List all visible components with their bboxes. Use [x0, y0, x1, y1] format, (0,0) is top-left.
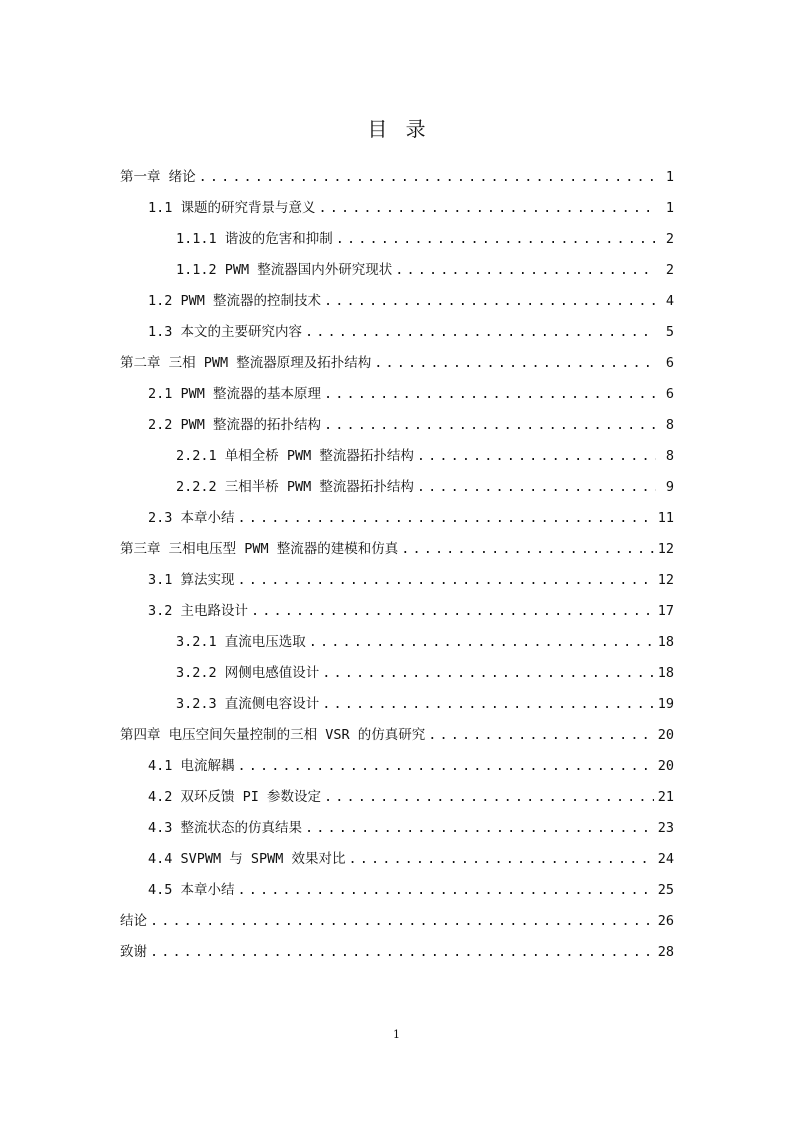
toc-entry-label: 2.1 PWM 整流器的基本原理	[148, 386, 322, 402]
dot-leader	[199, 162, 656, 193]
toc-entry-label: 第四章 电压空间矢量控制的三相 VSR 的仿真研究	[120, 727, 426, 743]
toc-entry-label: 1.2 PWM 整流器的控制技术	[148, 293, 322, 309]
dot-leader	[238, 751, 654, 782]
toc-entry-page: 19	[657, 696, 674, 712]
toc-entry-page: 23	[657, 820, 674, 836]
toc-entry-label: 结论	[120, 913, 147, 929]
toc-entry-page: 18	[657, 665, 674, 681]
dot-leader	[238, 565, 654, 596]
toc-entry[interactable]	[120, 410, 674, 441]
toc-entry-label: 4.1 电流解耦	[148, 758, 235, 774]
toc-entry-page: 6	[665, 386, 674, 402]
toc-entry-label: 2.2.2 三相半桥 PWM 整流器拓扑结构	[176, 479, 414, 495]
dot-leader	[305, 813, 654, 844]
toc-entry-page: 18	[657, 634, 674, 650]
dot-leader	[238, 503, 654, 534]
dot-leader	[324, 286, 656, 317]
toc-entry-page: 25	[657, 882, 674, 898]
toc-entry[interactable]	[120, 286, 674, 317]
toc-entry[interactable]	[120, 751, 674, 782]
toc-entry-page: 8	[665, 448, 674, 464]
toc-entry[interactable]	[120, 627, 674, 658]
dot-leader	[319, 193, 656, 224]
toc-entry-page: 20	[657, 758, 674, 774]
toc-entry[interactable]	[120, 162, 674, 193]
toc-entry-label: 1.1.1 谐波的危害和抑制	[176, 231, 333, 247]
toc-entry-label: 4.3 整流状态的仿真结果	[148, 820, 303, 836]
toc-entry-label: 4.5 本章小结	[148, 882, 235, 898]
toc-entry-page: 24	[657, 851, 674, 867]
toc-entry[interactable]	[120, 472, 674, 503]
toc-entry-label: 3.2.2 网侧电感值设计	[176, 665, 320, 681]
dot-leader	[251, 596, 654, 627]
dot-leader	[238, 875, 654, 906]
toc-entry-page: 26	[657, 913, 674, 929]
toc-entry-page: 8	[665, 417, 674, 433]
dot-leader	[417, 472, 656, 503]
toc-entry-page: 20	[657, 727, 674, 743]
toc-entry-page: 11	[657, 510, 674, 526]
page-number: 1	[393, 1028, 400, 1041]
toc-entry-page: 12	[657, 541, 674, 557]
toc-entry-label: 2.2 PWM 整流器的拓扑结构	[148, 417, 322, 433]
toc-entry-label: 第二章 三相 PWM 整流器原理及拓扑结构	[120, 355, 372, 371]
toc-entry-page: 2	[665, 231, 674, 247]
dot-leader	[324, 782, 654, 813]
toc-entry-label: 2.2.1 单相全桥 PWM 整流器拓扑结构	[176, 448, 414, 464]
toc-entry[interactable]	[120, 348, 674, 379]
dot-leader	[417, 441, 656, 472]
toc-entry[interactable]	[120, 534, 674, 565]
dot-leader	[322, 658, 653, 689]
toc-entry-label: 3.2.1 直流电压选取	[176, 634, 306, 650]
toc-entry-label: 4.2 双环反馈 PI 参数设定	[148, 789, 322, 805]
toc-title: 目 录	[367, 117, 426, 141]
toc-entry[interactable]	[120, 875, 674, 906]
dot-leader	[374, 348, 656, 379]
toc-entry[interactable]	[120, 720, 674, 751]
toc-entry-label: 致谢	[120, 944, 147, 960]
toc-entry-label: 4.4 SVPWM 与 SPWM 效果对比	[148, 851, 346, 867]
toc-entry-label: 1.1 课题的研究背景与意义	[148, 200, 316, 216]
toc-entry-page: 4	[665, 293, 674, 309]
toc-entry-page: 21	[657, 789, 674, 805]
toc-entry[interactable]	[120, 813, 674, 844]
toc-entry[interactable]	[120, 844, 674, 875]
toc-entry-page: 1	[665, 169, 674, 185]
toc-entry[interactable]	[120, 193, 674, 224]
toc-entry-page: 6	[665, 355, 674, 371]
toc-entry[interactable]	[120, 255, 674, 286]
toc-entry[interactable]	[120, 379, 674, 410]
toc-entry[interactable]	[120, 224, 674, 255]
toc-entry[interactable]	[120, 565, 674, 596]
dot-leader	[401, 534, 653, 565]
toc-entry[interactable]	[120, 441, 674, 472]
dot-leader	[322, 689, 653, 720]
toc-entry-page: 5	[665, 324, 674, 340]
toc-entry[interactable]	[120, 689, 674, 720]
toc-entry[interactable]	[120, 906, 674, 937]
toc-entry-label: 第三章 三相电压型 PWM 整流器的建模和仿真	[120, 541, 399, 557]
dot-leader	[305, 317, 656, 348]
toc-entry[interactable]	[120, 596, 674, 627]
dot-leader	[309, 627, 654, 658]
toc-entry-page: 28	[657, 944, 674, 960]
toc-entry-label: 第一章 绪论	[120, 169, 196, 185]
toc-entry-page: 1	[665, 200, 674, 216]
toc-entry-label: 2.3 本章小结	[148, 510, 235, 526]
toc-entry-label: 1.1.2 PWM 整流器国内外研究现状	[176, 262, 393, 278]
dot-leader	[349, 844, 654, 875]
dot-leader	[324, 379, 656, 410]
toc-entry[interactable]	[120, 317, 674, 348]
toc-entry-label: 3.2 主电路设计	[148, 603, 249, 619]
dot-leader	[395, 255, 656, 286]
toc-entry-page: 17	[657, 603, 674, 619]
toc-entry-page: 9	[665, 479, 674, 495]
toc-entry-page: 12	[657, 572, 674, 588]
toc-entry[interactable]	[120, 503, 674, 534]
toc-entry-page: 2	[665, 262, 674, 278]
toc-entry-label: 3.1 算法实现	[148, 572, 235, 588]
dot-leader	[336, 224, 656, 255]
dot-leader	[324, 410, 656, 441]
toc-entry-label: 1.3 本文的主要研究内容	[148, 324, 303, 340]
toc-entry[interactable]	[120, 937, 674, 968]
dot-leader	[150, 937, 654, 968]
dot-leader	[150, 906, 654, 937]
toc-entry[interactable]	[120, 782, 674, 813]
table-of-contents	[120, 162, 674, 968]
dot-leader	[428, 720, 653, 751]
toc-entry-label: 3.2.3 直流侧电容设计	[176, 696, 320, 712]
toc-entry[interactable]	[120, 658, 674, 689]
